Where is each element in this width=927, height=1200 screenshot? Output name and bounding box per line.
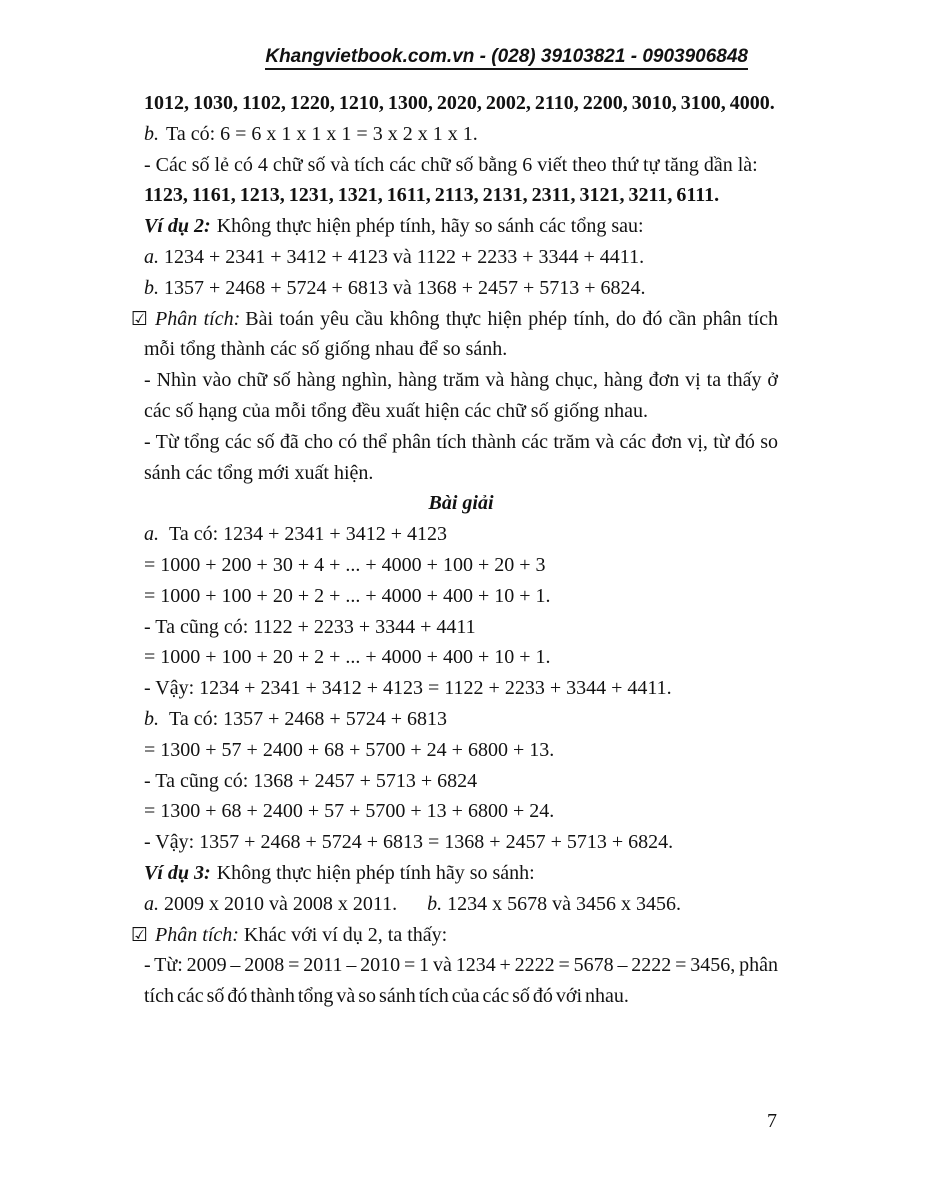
example-2-b-label: b. [144,276,159,299]
analysis-2 [131,304,778,366]
analysis-3-text: Khác với ví dụ 2, ta thấy: [243,923,448,946]
example-3-a-label: a. [144,892,159,915]
item-b-top [144,119,778,150]
example-2-item-a [144,242,778,273]
page-header [0,0,927,69]
checkbox-checked-icon: ☑ [131,923,149,946]
example-3-a-text: 2009 x 2010 và 2008 x 2011. [164,892,398,915]
note-odd-numbers: - Các số lẻ có 4 chữ số và tích các chữ số bằng 6 viết theo thứ tự tăng dần là: [144,153,758,176]
number-list-2: 1123, 1161, 1213, 1231, 1321, 1611, 2113, 2131, 2311, 3121, 3211, 6111. [144,184,720,207]
number-list-1: 1012, 1030, 1102, 1220, 1210, 1300, 2020, 2002, 2110, 2200, 3010, 3100, 4000. [144,92,775,114]
checkbox-checked-icon: ☑ [131,307,149,330]
example-2-a-label: a. [144,245,159,268]
solution-b-eq-1: = 1300 + 57 + 2400 + 68 + 5700 + 24 + 6800 + 13. [144,738,555,761]
example-2-a-text: 1234 + 2341 + 3412 + 4123 và 1122 + 2233 + 3344 + 4411. [164,245,645,268]
example-2-text: Không thực hiện phép tính, hãy so sánh các tổng sau: [216,215,644,238]
example-2-heading [144,211,778,242]
solution-a-line-1 [144,519,778,550]
analysis-2-label: Phân tích: [155,307,241,330]
analysis-3-label: Phân tích: [155,923,239,946]
page-number: 7 [767,1110,777,1132]
solution-a-line-2: - Ta cũng có: 1122 + 2233 + 3344 + 4411 [144,615,476,638]
solution-b-eq-2: = 1300 + 68 + 2400 + 57 + 5700 + 13 + 6800 + 24. [144,800,555,823]
solution-b-line-3: - Vậy: 1357 + 2468 + 5724 + 6813 = 1368 + 2457 + 5713 + 6824. [144,831,674,854]
solution-a-text-1: Ta có: 1234 + 2341 + 3412 + 4123 [169,523,447,546]
header-text: Khangvietbook.com.vn - (028) 39103821 - 0903906848 [265,46,748,70]
analysis-2-note-2: - Từ tổng các số đã cho có thể phân tích thành các trăm và các đơn vị, từ đó so sánh các tổng mới xuất hiện. [144,430,778,484]
analysis-3 [131,920,778,951]
solution-a-eq-2: = 1000 + 100 + 20 + 2 + ... + 4000 + 400 + 10 + 1. [144,584,551,607]
analysis-3-note: - Từ: 2009 – 2008 = 2011 – 2010 = 1 và 1234 + 2222 = 5678 – 2222 = 3456, phân tích các số đó thành tổng và so sánh tích của các số đó với nhau. [144,954,778,1008]
solution-b-line-2: - Ta cũng có: 1368 + 2457 + 5713 + 6824 [144,769,478,792]
example-2-b-text: 1357 + 2468 + 5724 + 6813 và 1368 + 2457 + 5713 + 6824. [164,276,646,299]
analysis-2-text: Bài toán yêu cầu không thực hiện phép tính, do đó cần phân tích mỗi tổng thành các số giống nhau để so sánh. [144,307,778,361]
solution-b-line-1 [144,704,778,735]
analysis-2-note-1: - Nhìn vào chữ số hàng nghìn, hàng trăm và hàng chục, hàng đơn vị ta thấy ở các số hạng của mỗi tổng đều xuất hiện các chữ số giống nhau. [144,369,778,422]
solution-a-eq-1: = 1000 + 200 + 30 + 4 + ... + 4000 + 100 + 20 + 3 [144,553,546,576]
example-3-b-label: b. [427,892,443,915]
example-2-item-b [144,273,778,304]
item-b-label: b. [144,122,159,145]
item-b-text: Ta có: 6 = 6 x 1 x 1 x 1 = 3 x 2 x 1 x 1. [166,122,478,145]
solution-title: Bài giải [428,492,494,515]
example-2-label: Ví dụ 2: [144,215,211,238]
page-content [131,88,778,1012]
example-3-text: Không thực hiện phép tính hãy so sánh: [216,861,535,884]
example-3-heading [144,858,778,889]
example-3-items [144,889,778,920]
solution-a-label: a. [144,523,159,546]
solution-a-eq-3: = 1000 + 100 + 20 + 2 + ... + 4000 + 400 + 10 + 1. [144,646,551,669]
example-3-b-text: 1234 x 5678 và 3456 x 3456. [447,892,682,915]
solution-b-text-1: Ta có: 1357 + 2468 + 5724 + 6813 [169,707,447,730]
solution-b-label: b. [144,707,159,730]
example-3-label: Ví dụ 3: [144,861,211,884]
solution-a-line-3: - Vậy: 1234 + 2341 + 3412 + 4123 = 1122 + 2233 + 3344 + 4411. [144,677,672,700]
